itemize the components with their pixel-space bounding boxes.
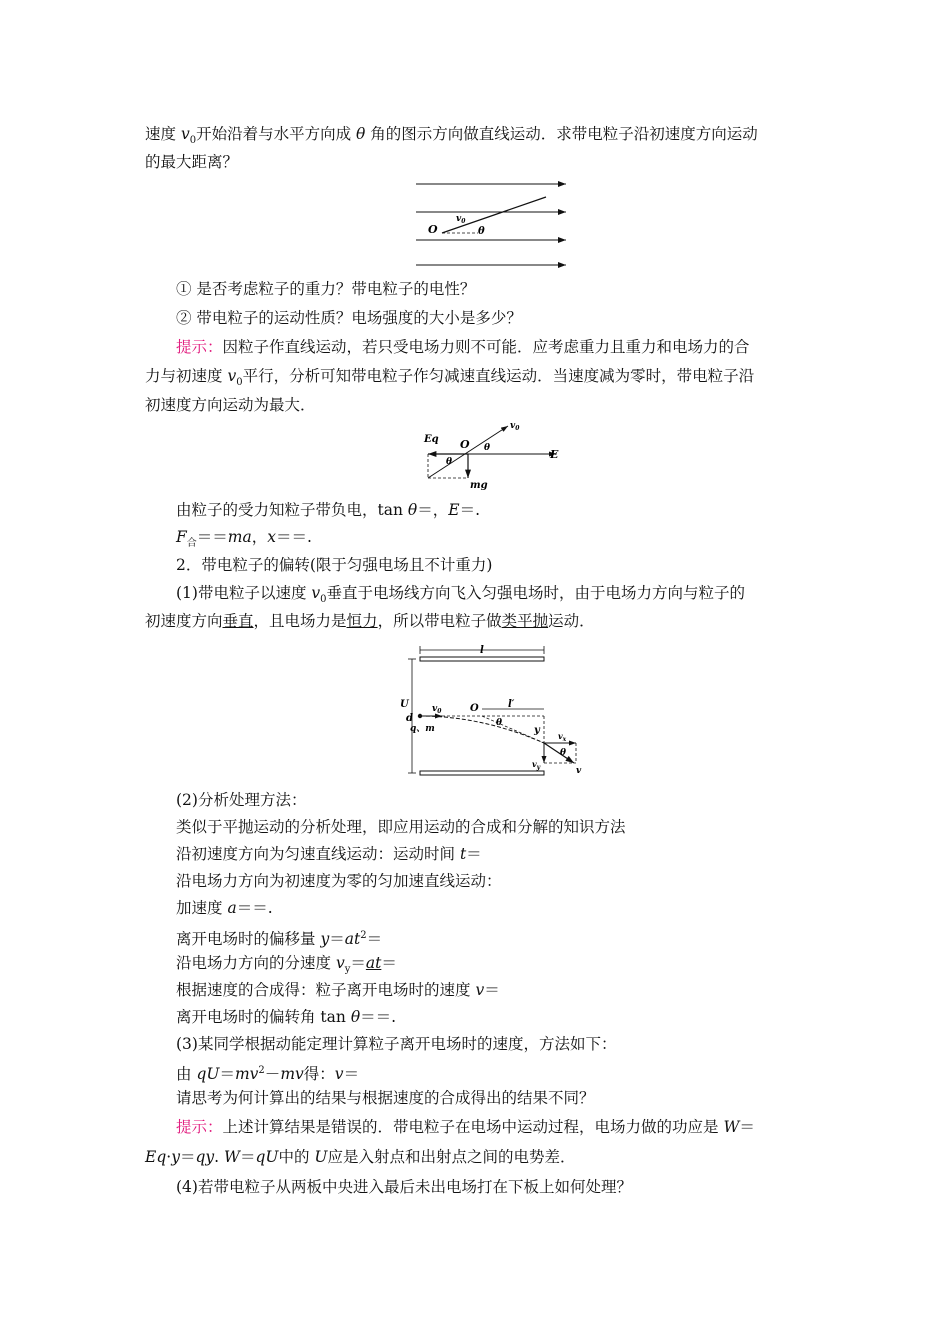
figure-deflection <box>398 641 588 781</box>
charge-mass-label: q、m <box>410 724 435 734</box>
origin-label: O <box>470 703 479 714</box>
v0-label: $v_0$ <box>432 704 442 715</box>
hint-2-line-1: 提示：上述计算结果是错误的．带电粒子在电场中运动过程，电场力做的功应是 W＝ <box>176 1118 755 1136</box>
method-line-4: 加速度 a＝＝. <box>176 899 273 917</box>
v0-label: $v_0$ <box>456 214 466 225</box>
voltage-u-label: U <box>400 699 409 710</box>
length-lprime-label: l′ <box>508 699 515 710</box>
field-e-label: E <box>550 448 559 461</box>
problem-text-line-2: 的最大距离？ <box>145 153 239 171</box>
problem-text-line-1: 速度 $v_0$开始沿着与水平方向成 θ 角的图示方向做直线运动．求带电粒子沿初速度方向运动 <box>145 125 758 147</box>
vy-label: $v_y$ <box>532 759 541 771</box>
result-line-1: 由粒子的受力知粒子带负电，tan θ＝，E＝. <box>176 501 481 519</box>
hint-2-line-2: Eq·y＝qy. W＝qU中的 U应是入射点和出射点之间的电势差． <box>145 1148 576 1166</box>
distance-d-label: d <box>406 713 413 724</box>
theta-label-right: θ <box>560 748 567 758</box>
theta-label-left: θ <box>446 457 453 467</box>
hint-1-line-3: 初速度方向运动为最大． <box>145 396 316 414</box>
section-2-heading: 2．带电粒子的偏转(限于匀强电场且不计重力) <box>176 556 493 574</box>
hint-1-line-1: 提示：因粒子作直线运动，若只受电场力则不可能．应考虑重力且重力和电场力的合 <box>176 338 750 356</box>
method-line-2: 沿初速度方向为匀速直线运动：运动时间 t＝ <box>176 845 482 863</box>
origin-label: O <box>428 223 438 236</box>
length-l-label: l <box>480 645 484 656</box>
theta-label: θ <box>478 226 485 237</box>
theta-label-right: θ <box>484 443 491 453</box>
figure-field-lines <box>410 175 572 271</box>
method-heading: (2)分析处理方法： <box>176 791 307 809</box>
method-line-11: 请思考为何计算出的结果与根据速度的合成得出的结果不同？ <box>176 1089 595 1107</box>
mg-label: mg <box>470 480 488 490</box>
theta-label-center: θ <box>496 718 503 728</box>
figure-force-diagram <box>418 418 568 490</box>
eq-label: Eq <box>424 434 439 445</box>
method-line-10: 由 $qU=mv^2-mv$得：v＝ <box>176 1065 360 1084</box>
result-line-2: $F_合==ma$，x＝＝. <box>176 528 312 550</box>
method-line-9: (3)某同学根据动能定理计算粒子离开电场时的速度，方法如下： <box>176 1035 617 1053</box>
v-label: v <box>576 766 582 776</box>
method-line-5: 离开电场时的偏移量 $y=at^2=$ <box>176 930 383 949</box>
y-offset-label: y <box>534 725 540 736</box>
method-line-6: 沿电场力方向的分速度 $v_y=at=$ <box>176 954 397 976</box>
method-line-7: 根据速度的合成得：粒子离开电场时的速度 v＝ <box>176 981 500 999</box>
method-line-8: 离开电场时的偏转角 tan θ＝＝. <box>176 1008 397 1026</box>
section-2-para-1: (1)带电粒子以速度 $v_0$垂直于电场线方向飞入匀强电场时，由于电场力方向与粒子的 <box>176 584 746 606</box>
method-line-1: 类似于平抛运动的分析处理，即应用运动的合成和分解的知识方法 <box>176 818 626 836</box>
section-2-para-1b: 初速度方向垂直，且电场力是恒力，所以带电粒子做类平抛运动． <box>145 612 595 630</box>
question-2: ② 带电粒子的运动性质？电场强度的大小是多少？ <box>176 309 522 327</box>
vx-label: $v_x$ <box>558 731 567 743</box>
method-line-3: 沿电场力方向为初速度为零的匀加速直线运动： <box>176 872 502 890</box>
method-line-12: (4)若带电粒子从两板中央进入最后未出电场打在下板上如何处理？ <box>176 1178 632 1196</box>
v0-label: $v_0$ <box>510 421 520 432</box>
origin-label: O <box>460 438 470 451</box>
question-1: ① 是否考虑粒子的重力？带电粒子的电性？ <box>176 280 476 298</box>
hint-1-line-2: 力与初速度 $v_0$平行，分析可知带电粒子作匀减速直线运动．当速度减为零时，带电粒子沿 <box>145 367 755 389</box>
